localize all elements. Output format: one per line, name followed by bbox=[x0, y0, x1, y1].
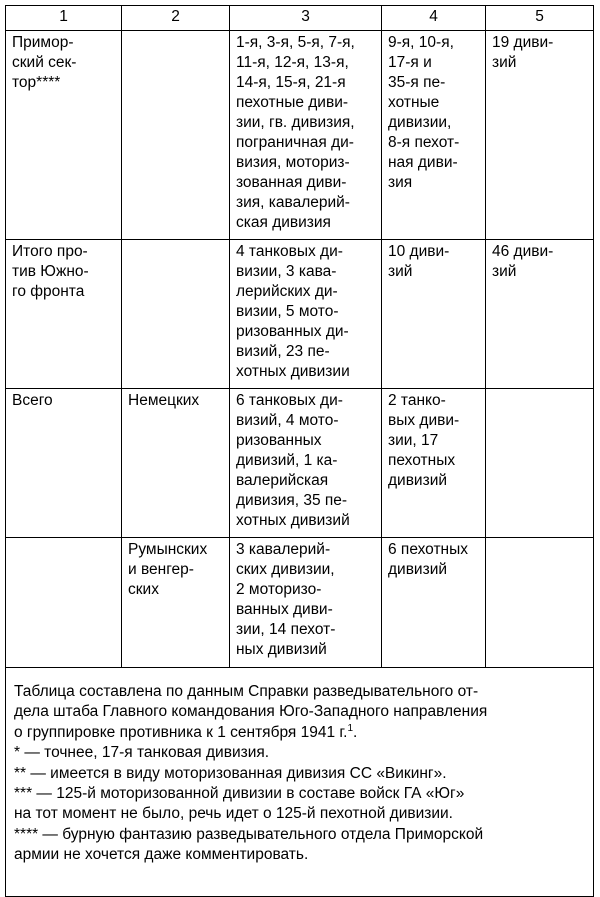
header-cell: 3 bbox=[230, 6, 382, 31]
table-row bbox=[6, 389, 594, 538]
footnote: * — точнее, 17-я танковая дивизия. bbox=[14, 744, 270, 762]
table-cell: Итого про- тив Южно- го фронта bbox=[6, 240, 122, 389]
table-cell: 6 пехотных дивизий bbox=[382, 538, 486, 668]
table-header-row bbox=[6, 6, 594, 31]
table-cell bbox=[122, 240, 230, 389]
table-cell: 46 диви- зий bbox=[486, 240, 594, 389]
source-note-line: Таблица составлена по данным Справки разведывательного от- bbox=[14, 683, 479, 700]
header-cell: 5 bbox=[486, 6, 594, 31]
footnote-ref: 1 bbox=[347, 722, 354, 734]
source-note bbox=[14, 702, 585, 722]
source-note-line: дела штаба Главного командования Юго-Западного направления bbox=[14, 703, 488, 721]
divisions-table bbox=[5, 5, 594, 897]
notes-row bbox=[6, 668, 594, 897]
table-cell: Румынских и венгер- ских bbox=[122, 538, 230, 668]
table-cell bbox=[6, 538, 122, 668]
table-cell: 3 кавалерий- ских дивизии, 2 моторизо- ванных диви- зии, 14 пехот- ных дивизий bbox=[230, 538, 382, 668]
table-cell bbox=[486, 389, 594, 538]
table-notes bbox=[6, 668, 594, 897]
document-page bbox=[5, 5, 593, 880]
source-note bbox=[14, 723, 585, 743]
table-cell: 10 диви- зий bbox=[382, 240, 486, 389]
source-note bbox=[14, 682, 585, 702]
table-cell: 4 танковых ди- визии, 3 кава- лерийских ди- визии, 5 мото- ризованных ди- визий, 23 пе- хотных дивизии bbox=[230, 240, 382, 389]
table-row bbox=[6, 240, 594, 389]
table-cell bbox=[486, 538, 594, 668]
table-row bbox=[6, 538, 594, 668]
table-row bbox=[6, 31, 594, 240]
header-cell: 1 bbox=[6, 6, 122, 31]
table-cell: Примор- ский сек- тор**** bbox=[6, 31, 122, 240]
footnote: *** — 125-й моторизованной дивизии в составе войск ГА «Юг» bbox=[14, 785, 465, 803]
table-cell: Всего bbox=[6, 389, 122, 538]
footnote: **** — бурную фантазию разведывательного отдела Приморской bbox=[14, 825, 484, 843]
footnote: ** — имеется в виду моторизованная дивизия СС «Викинг». bbox=[14, 764, 447, 782]
table-cell: 2 танко- вых диви- зии, 17 пехотных дивизий bbox=[382, 389, 486, 538]
table-cell: 1-я, 3-я, 5-я, 7-я, 11-я, 12-я, 13-я, 14-я, 15-я, 21-я пехотные диви- зии, гв. дивизия, пограничная ди- визия, моториз- зованная диви- зия, кавалерий- ская дивизия bbox=[230, 31, 382, 240]
table-cell: 19 диви- зий bbox=[486, 31, 594, 240]
source-note-line: о группировке противника к 1 сентября 1941 г. bbox=[14, 723, 348, 741]
table-cell: Немецких bbox=[122, 389, 230, 538]
table-cell: 6 танковых ди- визий, 4 мото- ризованных дивизий, 1 ка- валерийская дивизия, 35 пе- хотных дивизий bbox=[230, 389, 382, 538]
header-cell: 2 bbox=[122, 6, 230, 31]
source-note-end: . bbox=[353, 723, 358, 741]
footnote: на тот момент не было, речь идет о 125-й пехотной дивизии. bbox=[14, 805, 453, 823]
table-cell: 9-я, 10-я, 17-я и 35-я пе- хотные дивизии, 8-я пехот- ная диви- зия bbox=[382, 31, 486, 240]
table-cell bbox=[122, 31, 230, 240]
header-cell: 4 bbox=[382, 6, 486, 31]
footnote: армии не хочется даже комментировать. bbox=[14, 846, 309, 864]
